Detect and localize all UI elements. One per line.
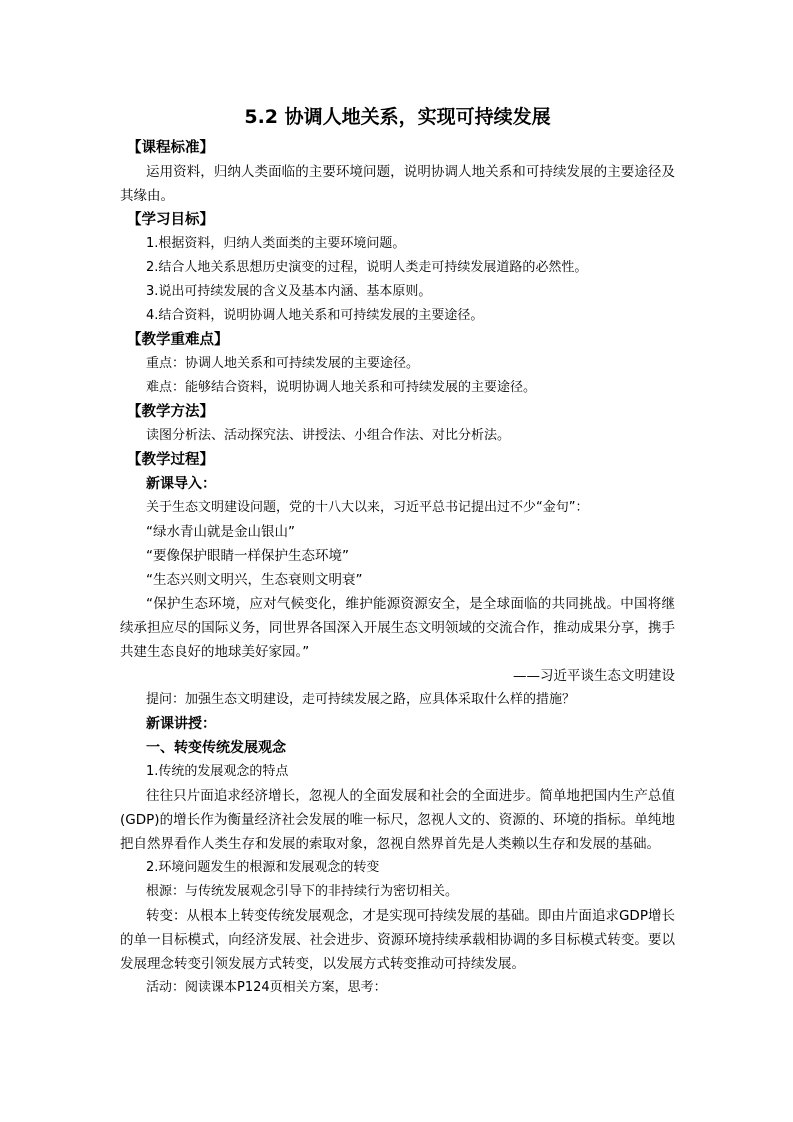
part-one-title: 一、转变传统发展观念 [146,740,286,756]
question-text: 提问：加强生态文明建设，走可持续发展之路，应具体采取什么样的措施？ [146,692,576,707]
objective-item: 4.结合资料，说明协调人地关系和可持续发展的主要途径。 [146,308,484,323]
section-heading-curriculum: 【课程标准】 [127,140,214,156]
document-body [120,104,675,1000]
objective-item: 2.结合人地关系思想历史演变的过程，说明人类走可持续发展道路的必然性。 [146,260,588,275]
section-heading-process: 【教学过程】 [127,452,214,468]
quote-line: “要像保护眼睛一样保护生态环境” [146,548,349,564]
key-point-text: 重点：协调人地关系和可持续发展的主要途径。 [146,356,420,371]
objective-item: 3.说出可持续发展的含义及基本内涵、基本原则。 [146,284,432,299]
page-title: 5.2 协调人地关系，实现可持续发展 [244,106,551,128]
curriculum-text: 运用资料，归纳人类面临的主要环境问题，说明协调人地关系和可持续发展的主要途径及其缘由。 [120,164,675,204]
activity-text: 活动：阅读课本P124页相关方案，思考： [146,980,387,995]
quote-line: “绿水青山就是金山银山” [146,524,295,540]
quote-line: “生态兴则文明兴，生态衰则文明衰” [146,572,363,588]
quote-source: ——习近平谈生态文明建设 [513,668,675,684]
intro-text: 关于生态文明建设问题，党的十八大以来，习近平总书记提出过不少“金句”： [146,500,589,515]
subsection-text: 往往只片面追求经济增长，忽视人的全面发展和社会的全面进步。简单地把国内生产总值(GDP)的增长作为衡量经济社会发展的唯一标尺，忽视人文的、资源的、环境的指标。单纯地把自然界看作人类生存和发展的索取对象，忽视自然界首先是人类赖以生存和发展的基础。 [120,788,675,852]
subsection-title: 1.传统的发展观念的特点 [146,764,289,779]
section-heading-key-points: 【教学重难点】 [127,332,229,348]
subsection-title: 2.环境问题发生的根源和发展观念的转变 [146,860,380,875]
objective-item: 1.根据资料，归纳人类面类的主要环境问题。 [146,236,406,251]
change-text: 转变：从根本上转变传统发展观念，才是实现可持续发展的基础。即由片面追求GDP增长的单一目标模式，向经济发展、社会进步、资源环境持续承载相协调的多目标模式转变。要以发展理念转变引领发展方式转变，以发展方式转变推动可持续发展。 [120,908,675,972]
long-quote: “保护生态环境，应对气候变化，维护能源资源安全，是全球面临的共同挑战。中国将继续承担应尽的国际义务，同世界各国深入开展生态文明领域的交流合作，推动成果分享，携手共建生态良好的地球美好家园。” [120,596,675,660]
difficult-point-text: 难点：能够结合资料，说明协调人地关系和可持续发展的主要途径。 [146,380,537,395]
section-heading-methods: 【教学方法】 [127,404,214,420]
new-lesson-label: 新课讲授： [146,716,216,732]
methods-text: 读图分析法、活动探究法、讲授法、小组合作法、对比分析法。 [146,428,511,443]
root-cause-text: 根源：与传统发展观念引导下的非持续行为密切相关。 [146,884,459,899]
intro-label: 新课导入： [146,476,216,492]
section-heading-objectives: 【学习目标】 [127,212,214,228]
